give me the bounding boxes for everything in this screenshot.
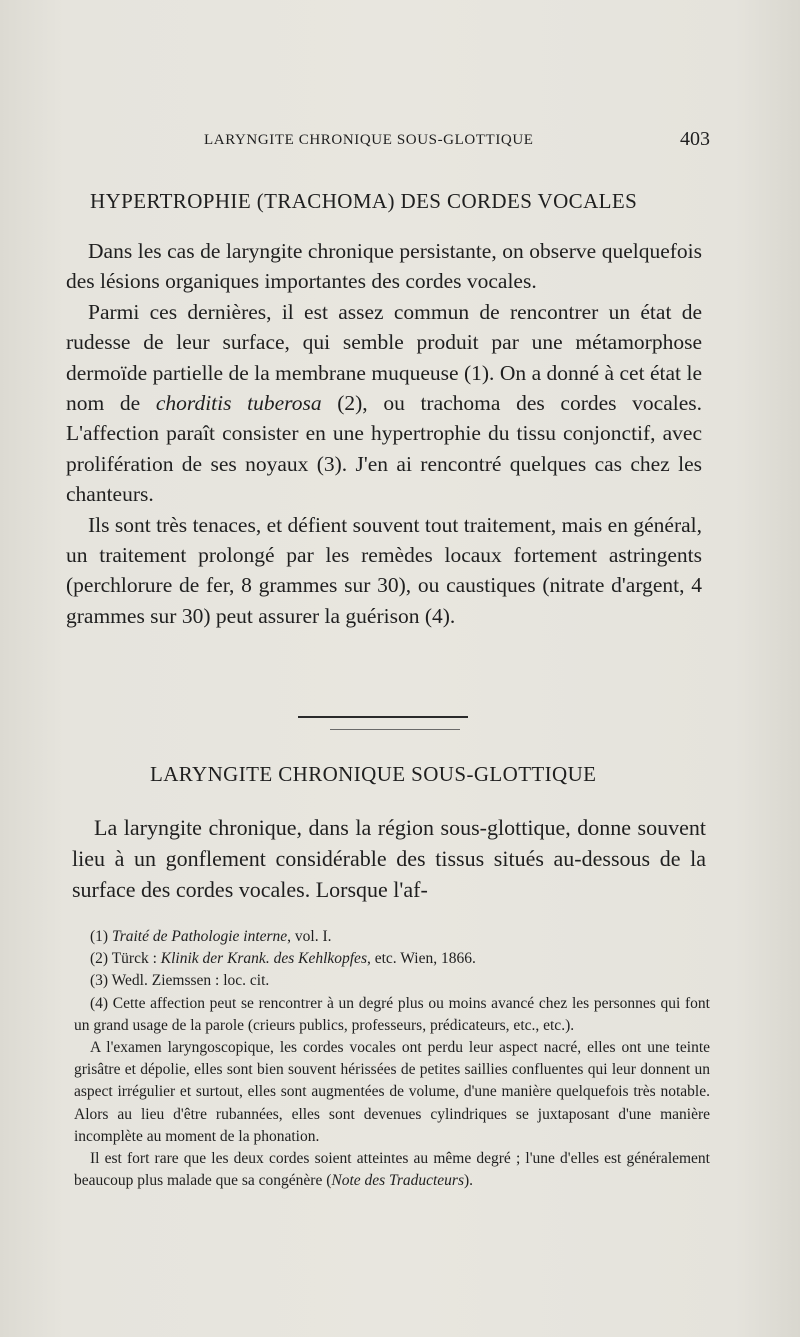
chorditis-term: chorditis tuberosa (155, 391, 322, 416)
section-title-hypertrophie: HYPERTROPHIE (TRACHOMA) DES CORDES VOCALES (90, 189, 638, 213)
footnote-3: (3) Wedl. Ziemssen : loc. cit. (90, 972, 270, 990)
page-number: 403 (680, 128, 710, 150)
footnote-1-title: Traité de Pathologie interne (111, 928, 288, 945)
paragraph-2-start: Parmi ces dernières, il est assez commun de rencontrer un état de rudesse de leur surface, qui semble produit par une métamorphose dermoïde partielle de la membrane muqueuse (1). On a donné à cet état le nom de (66, 299, 702, 416)
paragraph-2-end: (2), ou trachoma des cordes vocales. L'affection paraît consister en une hypertrophie du tissu conjonctif, avec prolifération de ses noyaux (3). J'en ai rencontré quelques cas chez les chanteurs. (66, 391, 702, 507)
running-title: LARYNGITE CHRONIQUE SOUS-GLOTTIQUE (204, 132, 534, 148)
footnotes (74, 926, 710, 1192)
section-divider (298, 716, 468, 718)
section2-body (72, 812, 706, 905)
footnote-1-rest: , vol. I. (287, 928, 332, 945)
footnote-2-rest: , etc. Wien, 1866. (366, 950, 476, 968)
paragraph-2 (66, 297, 702, 510)
footnote-2 (74, 948, 710, 970)
paragraph-3: Ils sont très tenaces, et défient souvent tout traitement, mais en général, un traitement prolongé par les remèdes locaux fortement astringents (perchlorure de fer, 8 grammes sur 30), ou caustiques (nitrate d'argent, 4 grammes sur 30) peut assurer la guérison (4). (66, 512, 702, 628)
section-divider-thin (330, 729, 460, 730)
running-head (64, 128, 710, 154)
footnote-2-title: Klinik der Krank. des Kehlkopfes (160, 950, 367, 968)
footnote-1 (74, 926, 710, 948)
footnote-4-paragraph-2: A l'examen laryngoscopique, les cordes vocales ont perdu leur aspect nacré, elles ont une teinte grisâtre et dépolie, elles sont bien souvent hérissées de petites saillies confluentes qui leur donnent un aspect irrégulier et surtout, elles sont augmentées de volume, d'une manière quelquefois très notable. Alors au lieu d'être rubannées, elles sont devenues cylindriques se juxtaposant d'une manière incomplète au moment de la phonation. (74, 1039, 710, 1145)
footnote-2-number: (2) (90, 950, 109, 968)
footnote-4: (4) Cette affection peut se rencontrer à un degré plus ou moins avancé chez les personnes qui font un grand usage de la parole (crieurs publics, professeurs, prédicateurs, etc., etc.). (74, 994, 710, 1034)
section1-body (66, 236, 702, 631)
footnote-4-p3-end: ). (464, 1172, 474, 1190)
footnote-4-paragraph-3 (74, 1148, 710, 1192)
paragraph-1: Dans les cas de laryngite chronique persistante, on observe quelquefois des lésions organiques importantes des cordes vocales. (66, 239, 702, 294)
footnote-4-p3-text: Il est fort rare que les deux cordes soient atteintes au même degré ; l'une d'elles est généralement beaucoup plus malade que sa congénère ( (74, 1150, 710, 1190)
footnote-1-number: (1) (90, 928, 109, 945)
paragraph-4: La laryngite chronique, dans la région sous-glottique, donne souvent lieu à un gonflement considérable des tissus situés au-dessous de la surface des cordes vocales. Lorsque l'af- (72, 815, 706, 902)
footnote-2-author: Türck : (111, 950, 157, 968)
footnote-4-p3-source: Note des Traducteurs (331, 1172, 464, 1190)
section-title-sous-glottique: LARYNGITE CHRONIQUE SOUS-GLOTTIQUE (150, 762, 597, 786)
